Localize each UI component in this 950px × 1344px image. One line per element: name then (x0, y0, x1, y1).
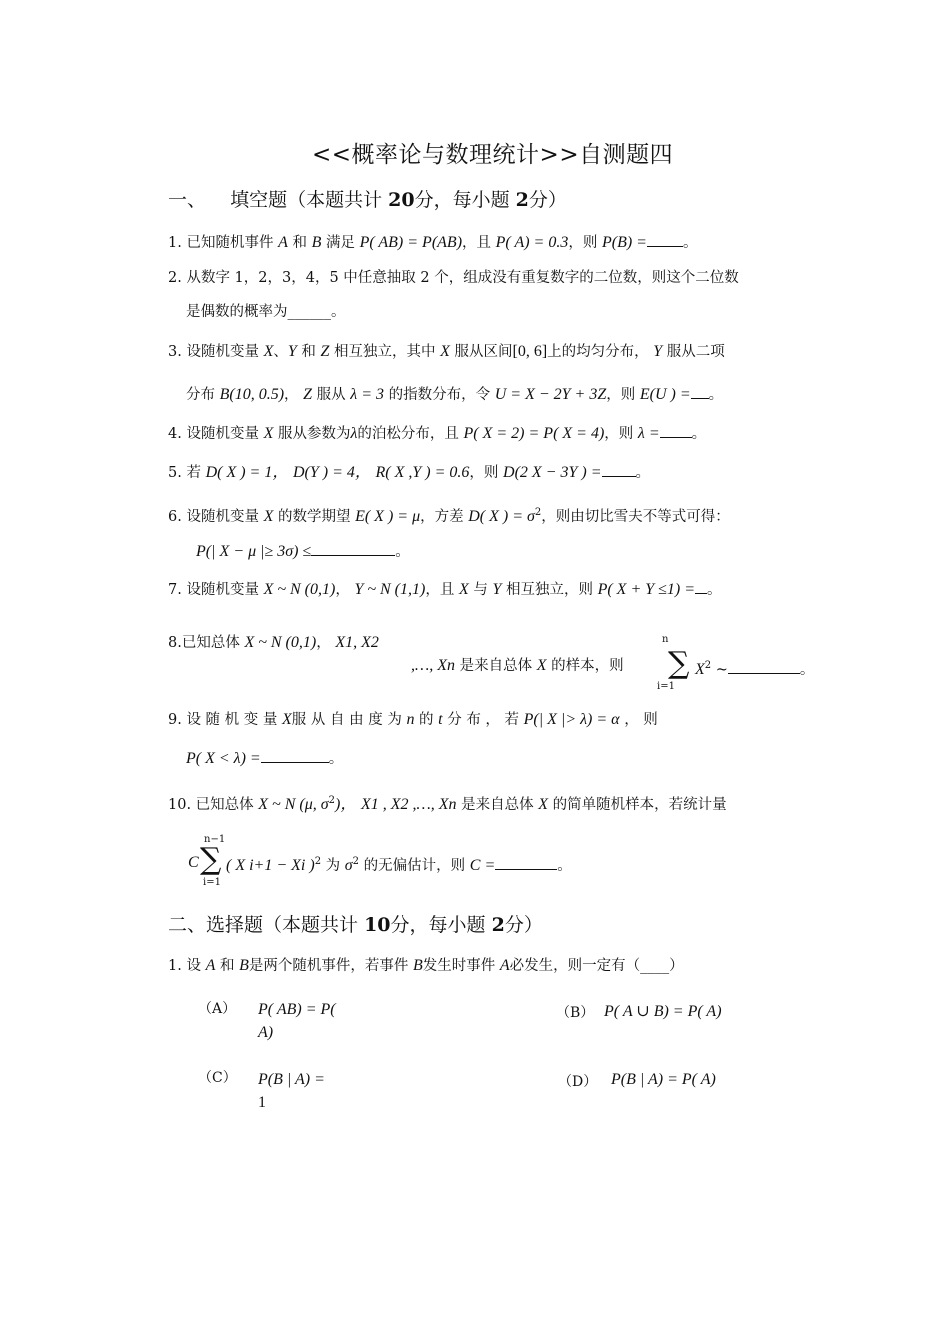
q8-answer-blank[interactable] (728, 658, 800, 674)
q1-text-a: 已知随机事件 (186, 235, 274, 251)
q10-c: C (188, 854, 199, 871)
question-2 (168, 268, 739, 288)
q1-end: 。 (682, 235, 698, 251)
q1-text-c: 满足 (325, 235, 355, 251)
q3-sep: 、 (273, 344, 288, 360)
q8-text-a: 已知总体 (181, 635, 240, 651)
q4-answer-blank[interactable] (660, 422, 692, 438)
q2-line-2: 是偶数的概率为______。 (186, 304, 346, 320)
q8-sum-body: X (695, 660, 705, 678)
section-1-each: 2 (515, 189, 529, 211)
page-title: <<概率论与数理统计>>自测题四 (312, 142, 674, 168)
q3-interval: [0, 6] (512, 343, 548, 360)
q9-formula-1: P(| X |> λ) = α (523, 711, 620, 728)
q10-sum-bottom: i=1 (203, 877, 221, 888)
q3-text-a: 设随机变量 (186, 344, 259, 360)
mc1-option-a-line-2[interactable]: A) (258, 1024, 274, 1041)
q9-formula-2: P( X < λ) = (186, 750, 261, 767)
q1-formula-1: P( AB) = P(AB) (359, 234, 463, 251)
q8-end: 。 (799, 661, 815, 678)
q5-formula-1: D( X ) = 1， (205, 464, 289, 481)
q9-answer-blank[interactable] (261, 747, 329, 763)
q6-text-b: 的数学期望 (277, 508, 351, 525)
mc1-option-c-line-2[interactable]: 1 (258, 1094, 266, 1111)
q10-sigma-icon: ∑ (200, 842, 222, 877)
q3-line-2 (186, 383, 723, 405)
q3-var-x: X (263, 343, 274, 360)
q4-text-b: 服从参数为 (277, 426, 351, 442)
q10-body: ( X i+1 − Xi ) (226, 856, 315, 874)
q4-end: 。 (691, 426, 707, 442)
q9-line-1: 设 随 机 变 量 (186, 712, 278, 728)
q3-he: 和 (301, 344, 316, 360)
mc-question-1 (168, 956, 684, 976)
q6-end: 。 (395, 544, 410, 560)
q2-number: 2. (168, 270, 182, 286)
q1-text-d: ，且 (462, 235, 492, 251)
q3-text-d: 上的均匀分布， (547, 344, 649, 360)
question-7: 7. 设随机变量 X ~ N (0,1)， Y ~ N (1,1)，且 X 与 Y 相互独立，则 P( X + Y ≤1) = 。 (168, 578, 722, 600)
q8-sum-bottom: i=1 (657, 681, 675, 692)
q4-formula-1: P( X = 2) = P( X = 4) (463, 425, 605, 442)
q5-formula-3: R( X ,Y ) = 0.6 (375, 464, 470, 481)
q9-text-b: 服 从 自 由 度 为 (291, 712, 402, 728)
q3-text-c: 服从区间 (454, 344, 513, 360)
q7-text-b: ，且 (425, 582, 455, 598)
q6-text-c: ，方差 (420, 508, 464, 525)
q3-u-def: U = X − 2Y + 3Z (494, 386, 607, 403)
q1-formula-3: P(B) = (601, 234, 647, 251)
mc1-option-c-label[interactable]: （C） (198, 1070, 237, 1086)
question-8: 8.已知总体 X ~ N (0,1)， X1, X2 (168, 634, 379, 651)
question-10: 10. 已知总体 X ~ N (μ, $\sigma^2$)， X1 , X2 ,…, Xn 是来自总体 X 的简单随机样本，若统计量 (168, 795, 727, 813)
q8-formula-1: X ~ N (0,1) (244, 634, 317, 651)
q1-text-b: 和 (292, 235, 307, 251)
q7-formula-3: P( X + Y ≤1) = (597, 581, 696, 598)
q3-text-g: 的指数分布，令 (388, 387, 491, 403)
q3-answer-blank[interactable] (691, 383, 709, 399)
q2-line-1: 从数字 1，2，3，4，5 中任意抽取 2 个，组成没有重复数字的二位数，则这个二位数 (186, 270, 739, 286)
q3-text-e: 服从二项 (666, 344, 725, 360)
mc1-event-a2: A (499, 957, 510, 974)
mc1-event-b2: B (412, 957, 423, 974)
q3-text-f: 服从 (316, 387, 346, 403)
section-1-heading (168, 185, 567, 212)
q6-answer-blank[interactable] (311, 540, 395, 556)
q6-number: 6. (168, 508, 182, 525)
q6-text-a: 设随机变量 (186, 508, 259, 525)
q3-var-z: Z (320, 343, 330, 360)
q10-var-x: X (538, 795, 549, 813)
mc1-option-a-label[interactable]: （A） (198, 1001, 237, 1017)
q3-eu: E(U ) = (639, 386, 691, 403)
q5-number: 5. (168, 465, 182, 481)
q7-text-a: 设随机变量 (186, 582, 259, 598)
q4-text-a: 设随机变量 (186, 426, 259, 442)
q3-var-y2: Y (653, 343, 663, 360)
q3-end: 。 (708, 387, 724, 403)
q4-formula-2: λ = (637, 425, 660, 442)
q5-ruo: 若 (186, 465, 201, 481)
q10-text-a: 已知总体 (195, 796, 254, 813)
mc1-number: 1. (168, 958, 182, 974)
q4-text-d: ，则 (604, 426, 634, 442)
q3-number: 3. (168, 344, 182, 360)
mc1-event-a: A (205, 957, 216, 974)
q1-answer-blank[interactable] (647, 231, 683, 247)
q7-text-d: 相互独立，则 (505, 582, 593, 598)
q9-end: 。 (328, 751, 344, 767)
q9-t: t (438, 711, 443, 728)
q9-text-c: 分 布 ， 若 (447, 712, 520, 728)
q4-text-c: 的泊松分布，且 (357, 426, 459, 442)
q10-samples: X1 , X2 ,…, Xn (360, 795, 457, 813)
section-1-mid: 分，每小题 (414, 189, 510, 211)
q1-event-b: B (311, 234, 322, 251)
q1-text-e: ，则 (568, 235, 598, 251)
q8-var-x: X (536, 657, 547, 674)
q7-var-x: X (458, 581, 469, 598)
q6-formula-1: E( X ) = μ (355, 507, 421, 525)
section-2-title: 二、选择题（本题共计 (168, 914, 359, 936)
q10-line-2: ( X i+1 − Xi )$^2$ 为 $\sigma^2$ 的无偏估计，则 C = 。 (226, 852, 572, 876)
q6-text-d: ，则由切比雪夫不等式可得： (541, 508, 730, 525)
q10-text-b: 是来自总体 (461, 796, 534, 813)
q1-event-a: A (278, 234, 288, 251)
q8-samples-end: ,…, Xn (411, 657, 455, 674)
question-5 (168, 461, 650, 483)
q3-lambda: λ = 3 (350, 386, 385, 403)
q8-samples-start: X1, X2 (335, 634, 379, 651)
q7-number: 7. (168, 582, 182, 598)
mc1-text-c: 发生时事件 (422, 958, 496, 974)
q10-sum-top: n−1 (204, 834, 226, 845)
q7-answer-blank[interactable] (695, 578, 707, 594)
question-3 (168, 342, 725, 362)
q9-line-2 (186, 747, 343, 769)
mc1-option-d-line-1[interactable]: P(B | A) = P( A) (611, 1071, 716, 1088)
section-1-title: 填空题（本题共计 (230, 189, 383, 211)
q9-number: 9. (168, 712, 182, 728)
question-1 (168, 231, 697, 253)
q10-answer-blank[interactable] (495, 854, 557, 870)
q5-end: 。 (635, 465, 650, 481)
q8-tilde: ~ (715, 661, 728, 678)
q6-line-2 (196, 540, 410, 562)
section-1-tail: 分） (528, 189, 567, 211)
q8-text-b: 是来自总体 (459, 658, 533, 674)
q9-var-x: X (282, 711, 292, 728)
mc1-option-b-line-1[interactable]: P( A ∪ B) = P( A) (604, 1003, 722, 1020)
mc1-text-b: 是两个随机事件，若事件 (248, 958, 409, 974)
section-2-heading (168, 910, 543, 937)
mc1-text: 设 (186, 958, 201, 974)
section-2-tail: 分） (504, 914, 543, 936)
q7-end: 。 (707, 582, 722, 598)
q10-wei: 为 (325, 857, 341, 874)
q1-number: 1. (168, 235, 182, 251)
q10-sigma: σ (344, 856, 353, 874)
q10-end: 。 (557, 857, 572, 874)
section-2-each: 2 (491, 914, 505, 936)
mc1-event-b: B (239, 957, 249, 974)
q4-lambda: λ (350, 425, 358, 442)
q9-text-d: ， 则 (624, 712, 658, 728)
q8-line-2 (411, 656, 624, 676)
section-1-prefix: 一、 (168, 189, 207, 211)
q5-text-a: ，则 (469, 465, 499, 481)
mc1-option-c-line-1[interactable]: P(B | A) = (258, 1071, 325, 1088)
q1-formula-2: P( A) = 0.3 (495, 234, 569, 251)
q8-sigma-icon: ∑ (668, 646, 690, 681)
question-6: 6. 设随机变量 X 的数学期望 E( X ) = μ，方差 D( X ) = $\sigma^2$，则由切比雪夫不等式可得： (168, 507, 730, 525)
q3-text-h: ，则 (606, 387, 636, 403)
q3-var-z2: Z (303, 386, 313, 403)
q5-formula-2: D(Y ) = 4， (292, 464, 371, 481)
q9-n: n (406, 711, 415, 728)
q3-line2-b: ， (284, 387, 299, 403)
q5-answer-blank[interactable] (602, 461, 636, 477)
q10-number: 10. (168, 796, 192, 813)
q5-formula-4: D(2 X − 3Y ) = (503, 464, 602, 481)
q3-var-x2: X (440, 343, 450, 360)
q6-var-x: X (263, 507, 274, 525)
q4-var-x: X (263, 425, 274, 442)
q10-formula-1: X ~ N (μ, σ (258, 795, 329, 813)
q8-sum-tail: $X^2$ ~ 。 (695, 656, 814, 680)
q7-text-c: 与 (473, 582, 488, 598)
mc1-option-d-label[interactable]: （D） (558, 1074, 598, 1090)
q8-text-c: 的样本，则 (551, 658, 624, 674)
q10-text-c: 的简单随机样本，若统计量 (552, 796, 727, 813)
mc1-he: 和 (219, 958, 235, 974)
q10-formula-1-end: )， (335, 795, 357, 813)
q7-formula-2: Y ~ N (1,1) (354, 581, 426, 598)
q8-number: 8. (168, 635, 182, 651)
section-1-total: 20 (388, 189, 415, 211)
question-9 (168, 710, 658, 730)
q7-var-y: Y (492, 581, 502, 598)
q10-text-d: 的无偏估计，则 (363, 857, 466, 874)
q8-sum-top: n (662, 634, 669, 645)
q10-formula-2: C = (469, 856, 496, 874)
mc1-text-d: 必发生，则一定有（____） (509, 958, 684, 974)
q7-formula-1: X ~ N (0,1) (263, 581, 336, 598)
question-4 (168, 422, 706, 444)
q4-number: 4. (168, 426, 182, 442)
q3-binomial: B(10, 0.5) (219, 386, 285, 403)
mc1-option-a-line-1[interactable]: P( AB) = P( (258, 1001, 336, 1018)
section-2-total: 10 (364, 914, 391, 936)
q6-formula-3: P(| X − μ |≥ 3σ) ≤ (196, 543, 312, 560)
q3-line2-a: 分布 (186, 387, 215, 403)
q6-formula-2: D( X ) = σ (468, 507, 535, 525)
q9-de: 的 (419, 712, 434, 728)
q3-var-y: Y (287, 343, 297, 360)
q3-text-b: 相互独立，其中 (333, 344, 436, 360)
section-2-mid: 分，每小题 (390, 914, 486, 936)
mc1-option-b-label[interactable]: （B） (556, 1005, 595, 1021)
